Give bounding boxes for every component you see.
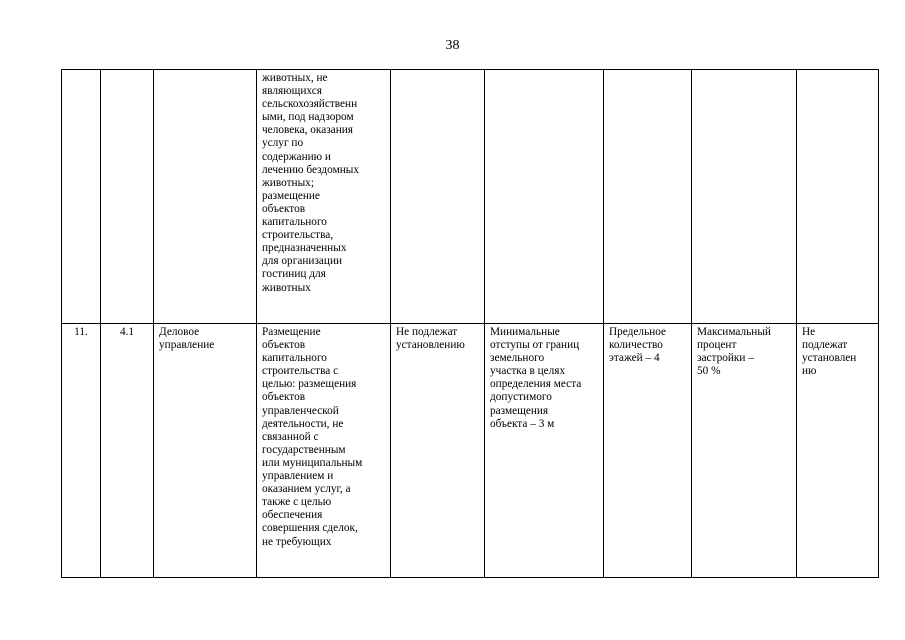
- regulations-table: [61, 69, 879, 578]
- table-row: [62, 70, 879, 324]
- use-code-cell: [101, 70, 154, 324]
- row-number-cell: [62, 70, 101, 324]
- setbacks-cell: Минимальные отступы от границ земельного участка в целях определения места допустимого размещения объекта – 3 м: [485, 324, 604, 578]
- use-name-cell: [154, 70, 257, 324]
- use-name-cell: Деловое управление: [154, 324, 257, 578]
- other-params-cell: [797, 70, 879, 324]
- plot-area-cell: [391, 70, 485, 324]
- setbacks-cell: [485, 70, 604, 324]
- coverage-cell: Максимальный процент застройки – 50 %: [692, 324, 797, 578]
- coverage-cell: [692, 70, 797, 324]
- other-params-cell: Не подлежат установлен ию: [797, 324, 879, 578]
- use-description-cell: Размещение объектов капитального строительства с целью: размещения объектов управленческой деятельности, не связанной с государственным или муниципальным управлением и оказанием услуг, а также с целью обеспечения совершения сделок, не требующих: [257, 324, 391, 578]
- use-code-cell: 4.1: [101, 324, 154, 578]
- floors-cell: Предельное количество этажей – 4: [604, 324, 692, 578]
- use-description-cell: животных, не являющихся сельскохозяйственн ыми, под надзором человека, оказания услуг по содержанию и лечению бездомных животных; размещение объектов капитального строительства, предназначенных для организации гостиниц для животных: [257, 70, 391, 324]
- table-row: [62, 324, 879, 578]
- plot-area-cell: Не подлежат установлению: [391, 324, 485, 578]
- floors-cell: [604, 70, 692, 324]
- row-number-cell: 11.: [62, 324, 101, 578]
- page-number: 38: [445, 38, 460, 53]
